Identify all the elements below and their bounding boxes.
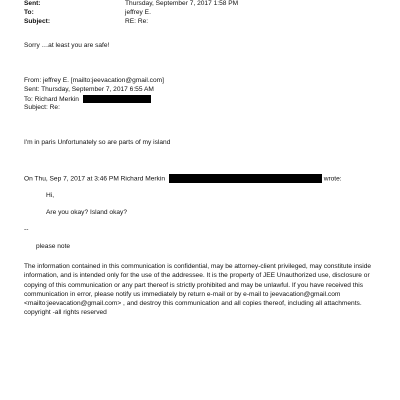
redaction-bar bbox=[83, 95, 151, 103]
sent-value: Thursday, September 7, 2017 1:58 PM bbox=[125, 0, 239, 7]
quoted-sent: Sent: Thursday, September 7, 2017 6:55 AM bbox=[24, 86, 154, 93]
signature-separator: -- bbox=[24, 226, 29, 233]
sent-label: Sent: bbox=[24, 0, 41, 7]
earlier-greeting: Hi, bbox=[46, 192, 55, 199]
to-label: To: bbox=[24, 9, 34, 16]
subject-value: RE: Re: bbox=[125, 18, 149, 25]
quoted-from: From: jeffrey E. [mailto:jeevacation@gmail.com] bbox=[24, 77, 164, 84]
reply-text: Sorry …at least you are safe! bbox=[24, 42, 110, 49]
please-note: please note bbox=[36, 243, 71, 250]
earlier-body: Are you okay? Island okay? bbox=[46, 209, 128, 216]
quoted-to-row bbox=[24, 95, 151, 104]
attribution-line bbox=[24, 174, 342, 184]
subject-label: Subject: bbox=[24, 18, 51, 25]
quoted-subject: Subject: Re: bbox=[24, 104, 60, 111]
attribution-prefix: On Thu, Sep 7, 2017 at 3:46 PM Richard Merkin bbox=[24, 175, 165, 183]
redaction-bar bbox=[169, 174, 322, 183]
attribution-suffix: wrote: bbox=[323, 175, 342, 183]
confidentiality-disclaimer: The information contained in this communication is confidential, may be attorney-client privileged, may constitute inside information, and is intended only for the use of the addressee. It is the property of JEE Unauthorized use, disclosure or copying of this communication or any part thereof is strictly prohibited and may be unlawful. If you have received this communication in error, please notify us immediately by return e-mail or by e-mail to jeevacation@gmail.com <mailto:jeevacation@gmail.com> , and destroy this communication and all copies thereof, including all attachments. copyright -all rights reserved bbox=[24, 263, 372, 317]
quoted-message: I'm in paris Unfortunately so are parts of my island bbox=[24, 139, 171, 146]
to-value: jeffrey E. bbox=[125, 9, 151, 16]
quoted-to: To: Richard Merkin bbox=[24, 95, 79, 103]
